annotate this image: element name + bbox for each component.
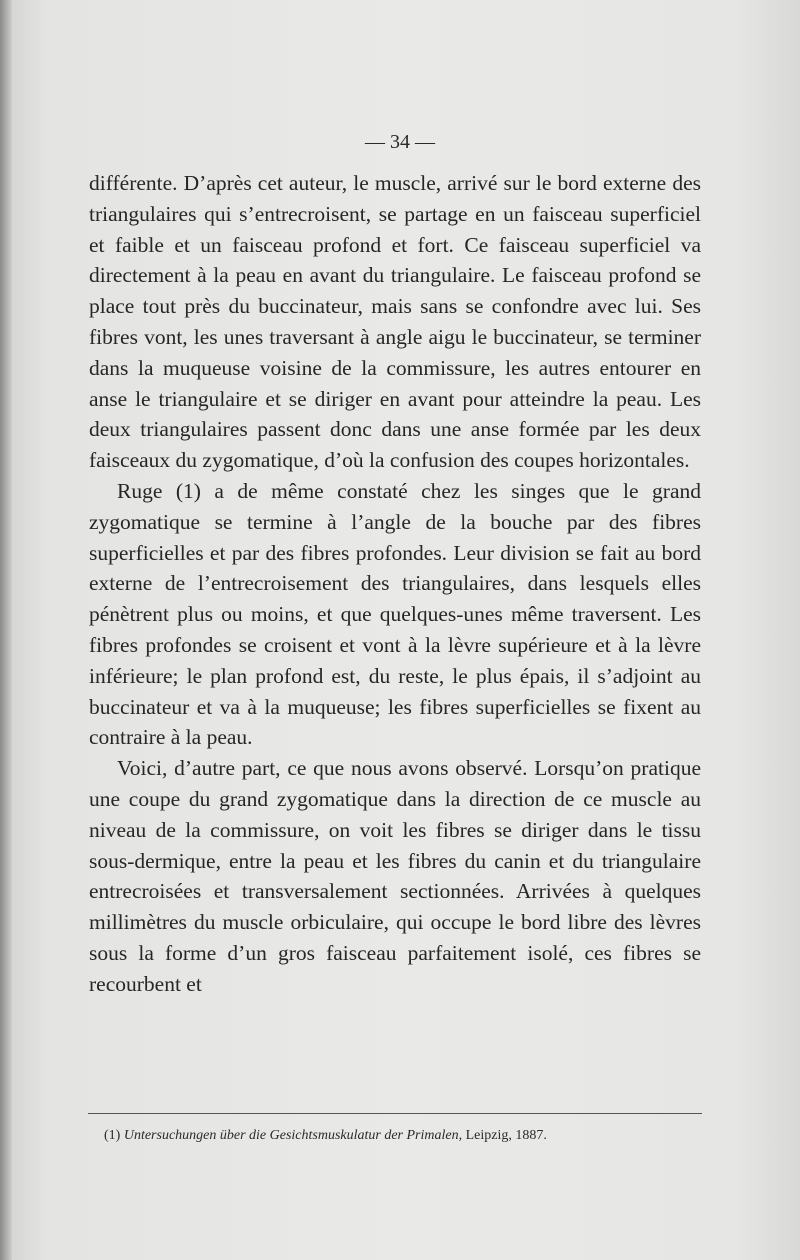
footnote-marker: (1) (104, 1128, 121, 1143)
footnote-title: Untersuchungen über die Gesichtsmuskulatur der Primalen, (123, 1128, 463, 1143)
footnote (104, 1128, 704, 1144)
page-edge-shadow (0, 0, 12, 1260)
footnote-place-date: Leipzig, 1887. (465, 1128, 547, 1143)
paragraph-2: Ruge (1) a de même constaté chez les singes que le grand zygomatique se termine à l’angle de la bouche par des fibres superficielles et par des fibres profondes. Leur division se fait au bord externe de l’entrecroisement des triangulaires, dans lesquels elles pénètrent plus ou moins, et que quelques-unes même traversent. Les fibres profondes se croisent et vont à la lèvre supérieure et à la lèvre inférieure; le plan profond est, du reste, le plus épais, il s’adjoint au buccinateur et va à la muqueuse; les fibres superficielles se fixent au contraire à la peau. (89, 478, 701, 750)
page-number: — 34 — (365, 131, 435, 153)
body-text (89, 168, 701, 1000)
paragraph-1: différente. D’après cet auteur, le muscle, arrivé sur le bord externe des triangulaires qui s’entrecroisent, se partage en un faisceau superficiel et faible et un faisceau profond et fort. Ce faisceau superficiel va directement à la peau en avant du triangulaire. Le faisceau profond se place tout près du buccinateur, mais sans se confondre avec lui. Ses fibres vont, les unes traversant à angle aigu le buccinateur, se terminer dans la muqueuse voisine de la commissure, les autres entourer en anse le triangulaire et se diriger en avant pour atteindre la peau. Les deux triangulaires passent donc dans une anse formée par les deux faisceaux du zygomatique, d’où la confusion des coupes horizontales. (89, 171, 701, 473)
paragraph-3: Voici, d’autre part, ce que nous avons observé. Lorsqu’on pratique une coupe du grand zygomatique dans la direction de ce muscle au niveau de la commissure, on voit les fibres se diriger dans le tissu sous-dermique, entre la peau et les fibres du canin et du triangulaire entrecroisées et transversalement sectionnées. Arrivées à quelques millimètres du muscle orbiculaire, qui occupe le bord libre des lèvres sous la forme d’un gros faisceau parfaitement isolé, ces fibres se recourbent et (89, 756, 701, 996)
footnote-divider (88, 1113, 702, 1114)
